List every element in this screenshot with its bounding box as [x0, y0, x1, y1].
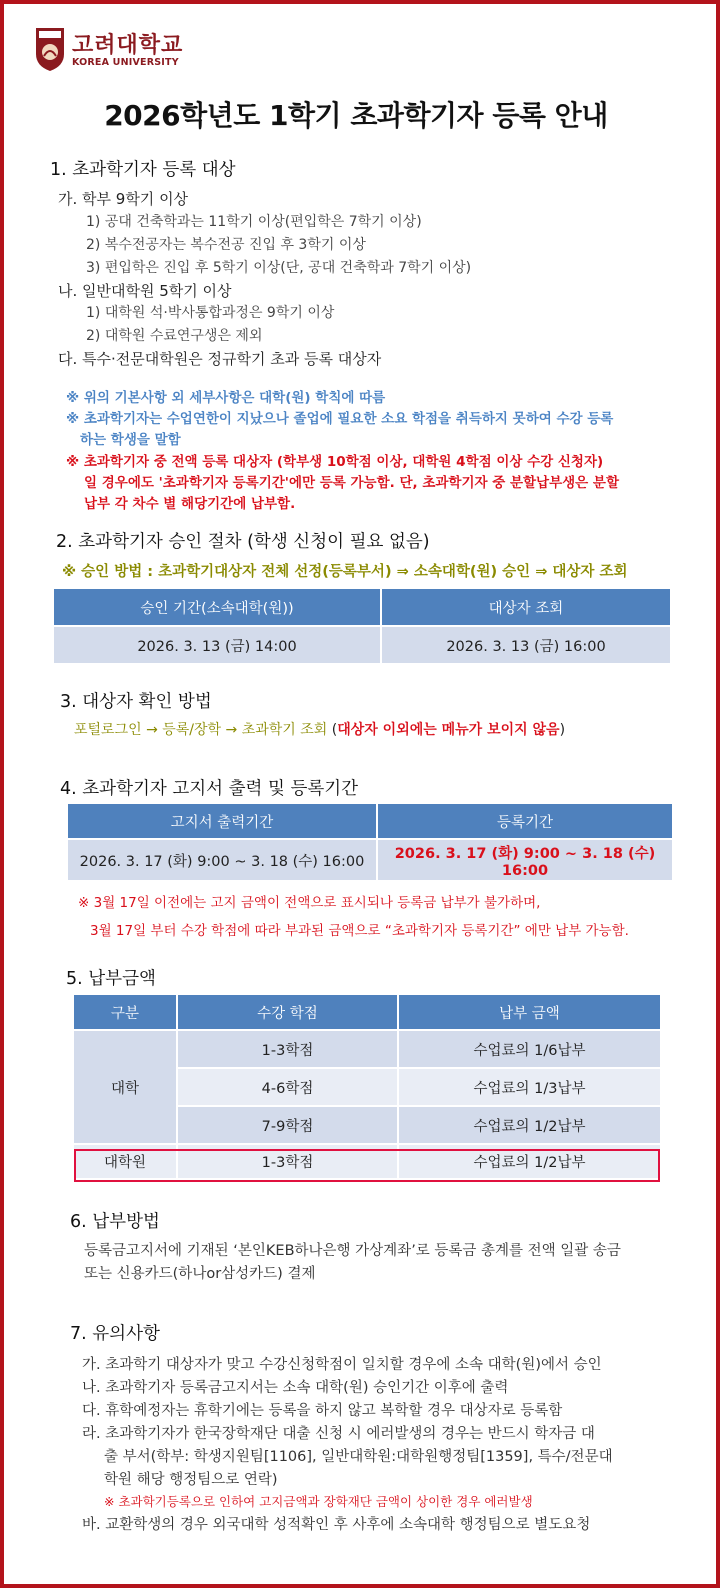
page-title: 2026학년도 1학기 초과학기자 등록 안내 — [104, 99, 608, 132]
table-header: 수강 학점 — [177, 994, 398, 1030]
note-red: ※ 초과학기자 중 전액 등록 대상자 (학부생 10학점 이상, 대학원 4학점 이상 수강 신청자) — [66, 454, 604, 470]
caution-line: 나. 초과학기자 등록금고지서는 소속 대학(원) 승인기간 이후에 출력 — [82, 1380, 509, 1396]
section1-ga: 가. 학부 9학기 이상 — [58, 190, 189, 208]
menu-warning: 대상자 이외에는 메뉴가 보이지 않음 — [337, 722, 560, 738]
table-cell: 7-9학점 — [177, 1106, 398, 1144]
table-header: 구분 — [73, 994, 177, 1030]
approval-table — [52, 587, 672, 665]
table-header: 납부 금액 — [398, 994, 661, 1030]
section1-ga-item: 2) 복수전공자는 복수전공 진입 후 3학기 이상 — [86, 237, 366, 253]
table-cell: 4-6학점 — [177, 1068, 398, 1106]
section1-heading: 1. 초과학기자 등록 대상 — [50, 160, 236, 180]
table-cell: 대학원 — [73, 1144, 177, 1179]
section6-heading: 6. 납부방법 — [70, 1212, 160, 1232]
section1-na-item: 2) 대학원 수료연구생은 제외 — [86, 328, 263, 344]
paren-close: ) — [559, 722, 566, 738]
table-header: 대상자 조회 — [381, 588, 671, 626]
caution-red-note: ※ 초과학기등록으로 인하여 고지금액과 장학재단 금액이 상이한 경우 에러발생 — [104, 1494, 533, 1509]
payment-method-line: 또는 신용카드(하나or삼성카드) 결제 — [84, 1266, 316, 1282]
crest-icon — [34, 24, 66, 72]
paren-open: ( — [327, 722, 338, 738]
section7-heading: 7. 유의사항 — [70, 1324, 160, 1344]
table-header: 승인 기간(소속대학(원)) — [53, 588, 381, 626]
table-cell: 수업료의 1/2납부 — [398, 1106, 661, 1144]
university-logo — [34, 24, 194, 76]
table-header: 고지서 출력기간 — [67, 803, 377, 839]
caution-line: 학원 해당 행정팀으로 연락) — [104, 1472, 278, 1488]
note-red: 납부 각 차수 별 해당기간에 납부함. — [84, 496, 296, 512]
caution-line: 다. 휴학예정자는 휴학기에는 등록을 하지 않고 복학할 경우 대상자로 등록함 — [82, 1403, 563, 1419]
note-blue: ※ 초과학기자는 수업연한이 지났으나 졸업에 필요한 소요 학점을 취득하지 못하여 수강 등록 — [66, 411, 614, 427]
table-cell: 수업료의 1/6납부 — [398, 1030, 661, 1068]
caution-line: 가. 초과학기 대상자가 맞고 수강신청학점이 일치할 경우에 소속 대학(원)에서 승인 — [82, 1357, 602, 1373]
caution-line: 출 부서(학부: 학생지원팀[1106], 일반대학원:대학원행정팀[1359], 특수/전문대 — [104, 1449, 613, 1465]
table-cell: 2026. 3. 13 (금) 16:00 — [381, 626, 671, 664]
section1-ga-item: 1) 공대 건축학과는 11학기 이상(편입학은 7학기 이상) — [86, 214, 422, 230]
section1-na: 나. 일반대학원 5학기 이상 — [58, 282, 232, 300]
approval-method: ※ 승인 방법 : 초과학기대상자 전체 선정(등록부서) ⇒ 소속대학(원) 승인 ⇒ 대상자 조회 — [62, 564, 628, 580]
logo-english-text: KOREA UNIVERSITY — [72, 57, 179, 68]
table-cell: 수업료의 1/2납부 — [398, 1144, 661, 1179]
logo-korean-text: 고려대학교 — [72, 33, 184, 58]
registration-period-table — [66, 802, 674, 882]
table-header: 등록기간 — [377, 803, 673, 839]
section1-da: 다. 특수·전문대학원은 정규학기 초과 등록 대상자 — [58, 350, 382, 368]
portal-path-text: 포털로그인 → 등록/장학 → 초과학기 조회 — [74, 722, 328, 738]
period-note: 3월 17일 부터 수강 학점에 따라 부과된 금액으로 “초과학기자 등록기간” 에만 납부 가능함. — [90, 923, 629, 939]
section5-heading: 5. 납부금액 — [66, 969, 156, 989]
section2-heading: 2. 초과학기자 승인 절차 (학생 신청이 필요 없음) — [56, 532, 430, 552]
table-cell-highlight: 2026. 3. 17 (화) 9:00 ~ 3. 18 (수) 16:00 — [377, 839, 673, 881]
table-cell: 1-3학점 — [177, 1030, 398, 1068]
portal-path — [74, 719, 565, 739]
graduate-row-highlight — [74, 1149, 660, 1182]
section4-heading: 4. 초과학기자 고지서 출력 및 등록기간 — [60, 779, 359, 799]
table-cell: 2026. 3. 17 (화) 9:00 ~ 3. 18 (수) 16:00 — [67, 839, 377, 881]
note-blue: 하는 학생을 말함 — [80, 432, 181, 448]
caution-line: 라. 초과학기자가 한국장학재단 대출 신청 시 에러발생의 경우는 반드시 학자금 대 — [82, 1426, 595, 1442]
table-cell: 2026. 3. 13 (금) 14:00 — [53, 626, 381, 664]
category-cell: 대학 — [73, 1030, 177, 1144]
caution-line: 바. 교환학생의 경우 외국대학 성적확인 후 사후에 소속대학 행정팀으로 별도요청 — [82, 1517, 591, 1533]
note-red: 일 경우에도 '초과학기자 등록기간'에만 등록 가능함. 단, 초과학기자 중 분할납부생은 분할 — [84, 475, 619, 491]
section1-na-item: 1) 대학원 석·박사통합과정은 9학기 이상 — [86, 305, 335, 321]
table-cell: 수업료의 1/3납부 — [398, 1068, 661, 1106]
table-cell: 1-3학점 — [177, 1144, 398, 1179]
section3-heading: 3. 대상자 확인 방법 — [60, 692, 212, 712]
note-blue: ※ 위의 기본사항 외 세부사항은 대학(원) 학칙에 따름 — [66, 390, 386, 406]
payment-method-line: 등록금고지서에 기재된 ‘본인KEB하나은행 가상계좌’로 등록금 총계를 전액 일괄 송금 — [84, 1243, 621, 1259]
period-note: ※ 3월 17일 이전에는 고지 금액이 전액으로 표시되나 등록금 납부가 불가하며, — [78, 895, 541, 911]
section1-ga-item: 3) 편입학은 진입 후 5학기 이상(단, 공대 건축학과 7학기 이상) — [86, 260, 472, 276]
